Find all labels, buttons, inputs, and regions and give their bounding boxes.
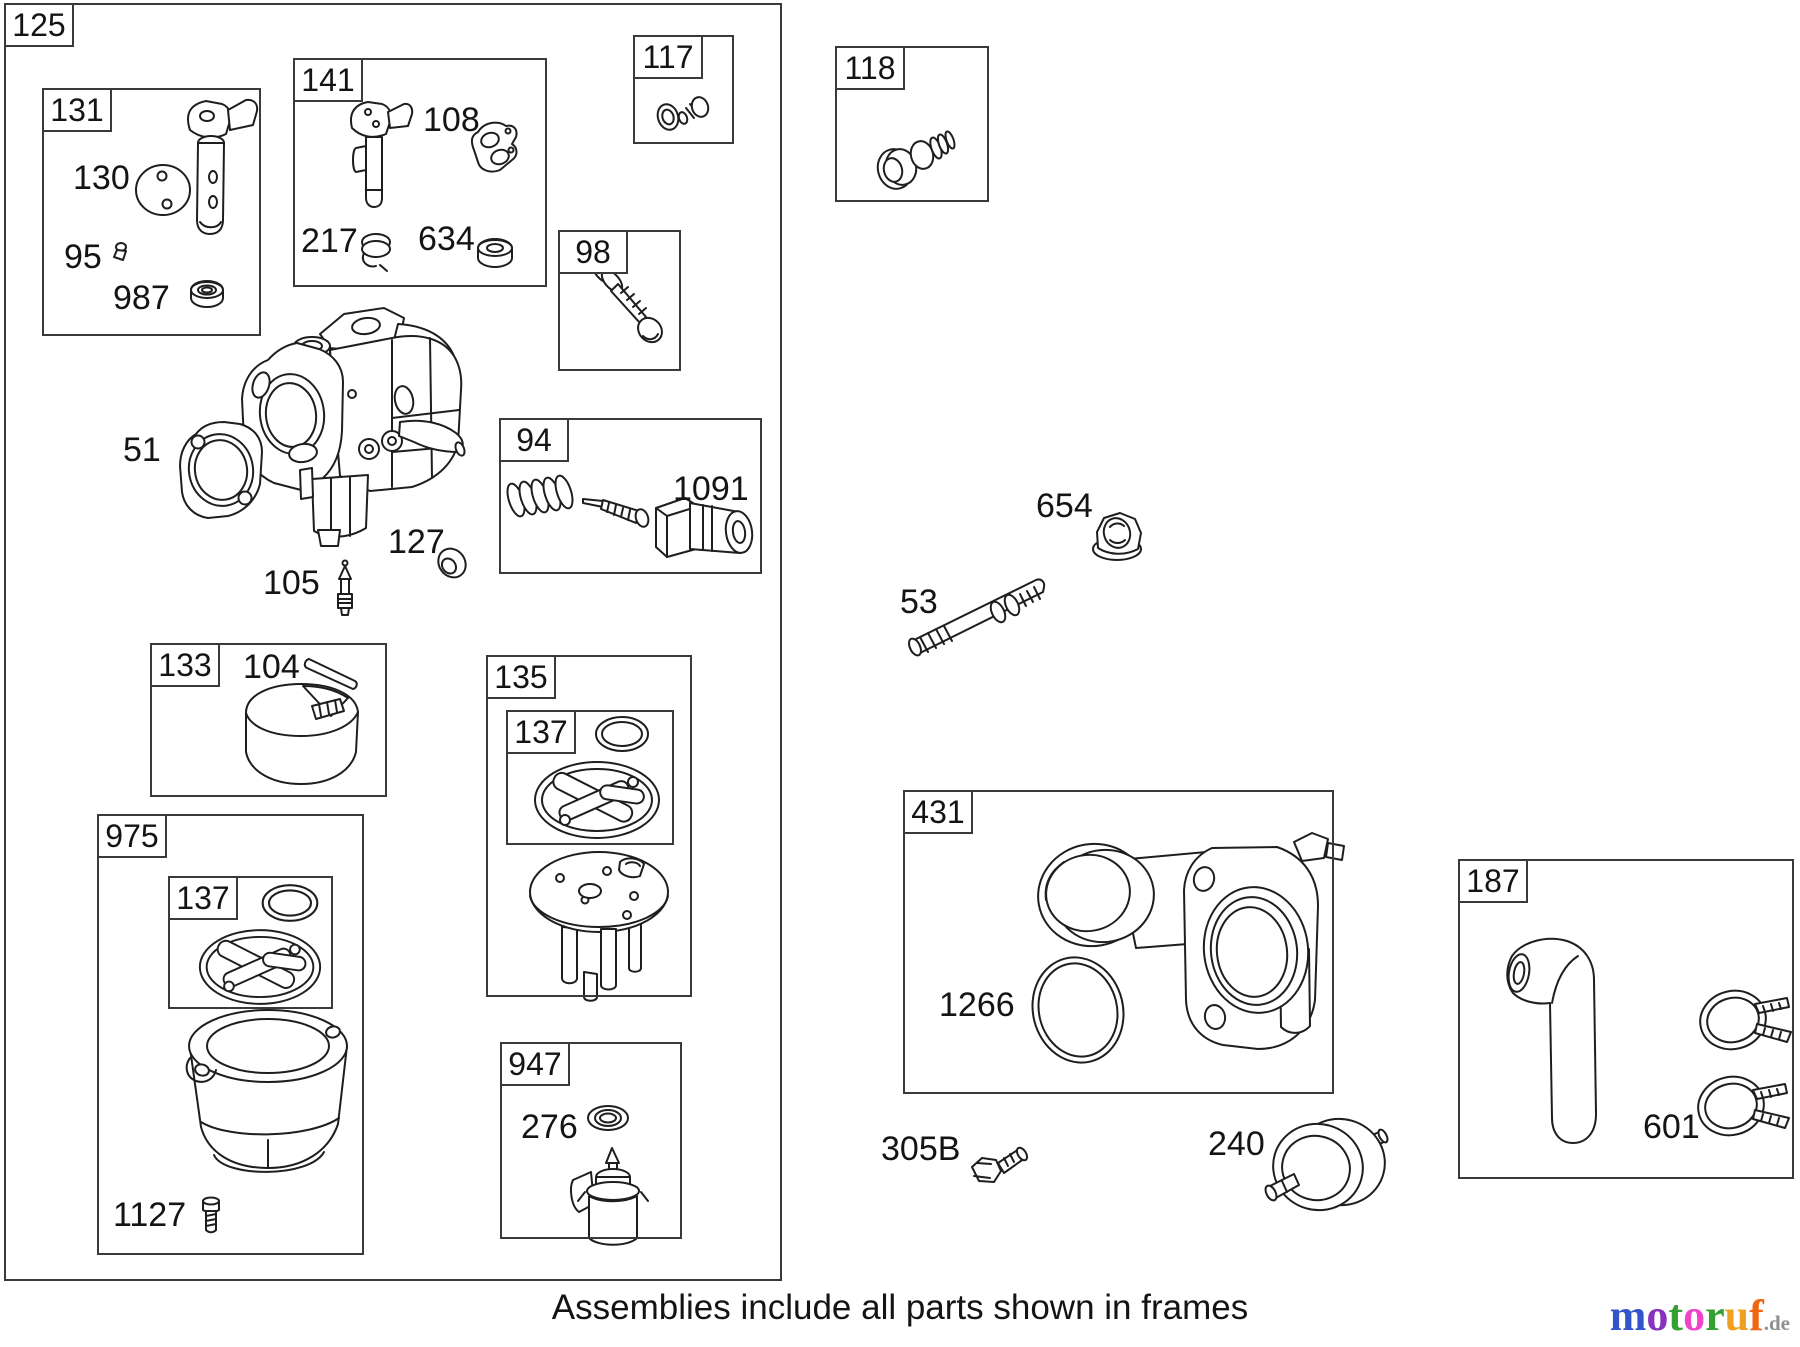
- part-label-51: 51: [123, 431, 161, 469]
- frame-label-98: 98: [558, 230, 628, 274]
- flange-nut-654-drawing: [1093, 513, 1141, 560]
- frame-label-133: 133: [150, 643, 220, 687]
- frame-label-187: 187: [1458, 859, 1528, 903]
- part-label-108: 108: [423, 101, 480, 139]
- frame-label-137-upper: 137: [506, 710, 576, 754]
- frame-98: [558, 230, 681, 371]
- part-label-305B: 305B: [881, 1130, 961, 1168]
- frame-431: [903, 790, 1334, 1094]
- frame-label-975: 975: [97, 814, 167, 858]
- mounting-bolt-305B-drawing: [972, 1146, 1029, 1182]
- frame-label-131: 131: [42, 88, 112, 132]
- part-label-276: 276: [521, 1108, 578, 1146]
- part-label-1127: 1127: [113, 1196, 187, 1234]
- frame-117: [633, 35, 734, 144]
- frame-label-141: 141: [293, 58, 363, 102]
- part-label-53: 53: [900, 583, 938, 621]
- frame-187: [1458, 859, 1794, 1179]
- frame-137-upper: [506, 710, 674, 845]
- part-label-1266: 1266: [939, 986, 1015, 1024]
- part-label-240: 240: [1208, 1125, 1265, 1163]
- frame-118: [835, 46, 989, 202]
- frame-label-137-lower: 137: [168, 876, 238, 920]
- frame-label-94: 94: [499, 418, 569, 462]
- frame-label-125: 125: [4, 3, 74, 47]
- part-label-1091: 1091: [673, 470, 749, 508]
- frame-label-431: 431: [903, 790, 973, 834]
- part-label-601: 601: [1643, 1108, 1700, 1146]
- frame-label-118: 118: [835, 46, 905, 90]
- fuel-filter-240-drawing: [1263, 1108, 1395, 1220]
- frame-label-117: 117: [633, 35, 703, 79]
- part-label-130: 130: [73, 159, 130, 197]
- part-label-987: 987: [113, 279, 170, 317]
- part-label-105: 105: [263, 564, 320, 602]
- part-label-654: 654: [1036, 487, 1093, 525]
- part-label-127: 127: [388, 523, 445, 561]
- part-label-95: 95: [64, 238, 102, 276]
- frame-label-135: 135: [486, 655, 556, 699]
- assemblies-caption: Assemblies include all parts shown in frames: [551, 1288, 1249, 1327]
- motoruf-logo[interactable]: motoruf.de: [1609, 1291, 1790, 1340]
- frame-label-947: 947: [500, 1042, 570, 1086]
- part-label-104: 104: [243, 648, 300, 686]
- frame-137-lower: [168, 876, 333, 1009]
- part-label-634: 634: [418, 220, 475, 258]
- part-label-217: 217: [301, 222, 358, 260]
